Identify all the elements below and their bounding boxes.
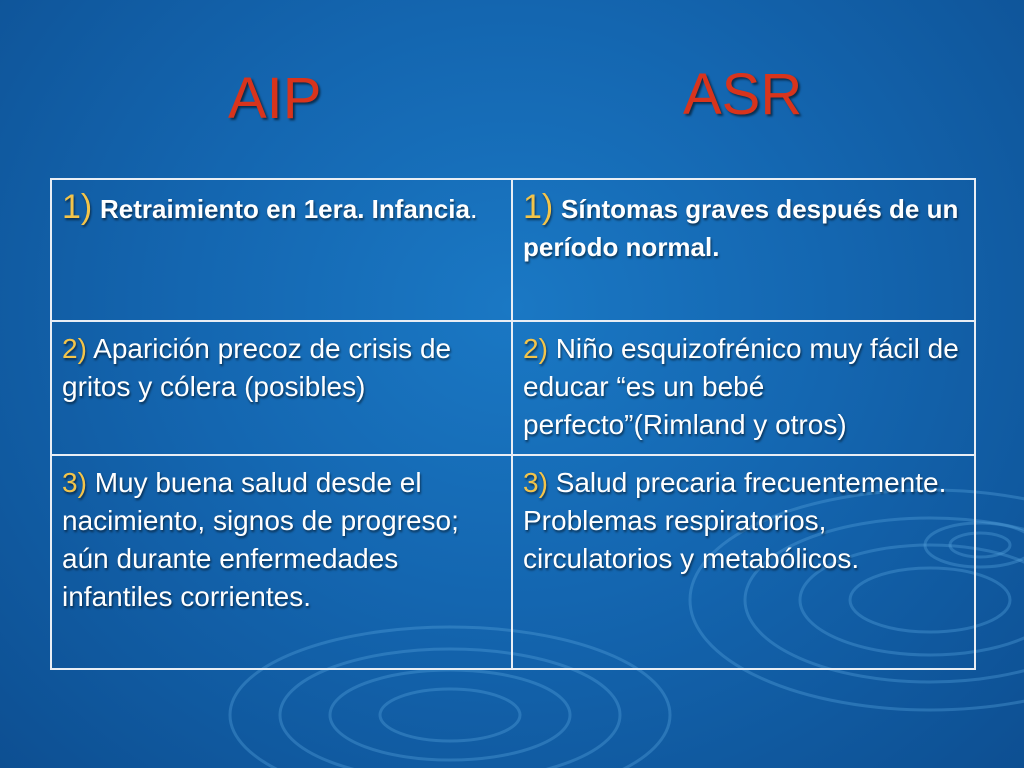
heading-aip: AIP (228, 66, 322, 131)
table-cell-aip (51, 179, 512, 321)
table-row (51, 321, 975, 455)
cell-text: Retraimiento en 1era. Infancia (100, 194, 470, 224)
cell-text: Aparición precoz de crisis de gritos y cólera (posibles) (62, 333, 452, 402)
cell-text: Muy buena salud desde el nacimiento, signos de progreso; aún durante enfermedades infantiles corrientes. (62, 467, 459, 612)
table-cell-aip (51, 321, 512, 455)
item-number: 2) (62, 333, 87, 364)
heading-asr: ASR (683, 62, 803, 127)
item-number: 3) (523, 467, 548, 498)
item-number: 1) (62, 188, 93, 226)
cell-text: Niño esquizofrénico muy fácil de educar “es un bebé perfecto”(Rimland y otros) (523, 333, 959, 440)
item-number: 1) (523, 188, 554, 226)
table-cell-asr (512, 179, 975, 321)
comparison-table (50, 178, 976, 670)
table-cell-asr (512, 455, 975, 669)
cell-text: Salud precaria frecuentemente. Problemas respiratorios, circulatorios y metabólicos. (523, 467, 947, 574)
cell-text-suffix: . (469, 193, 478, 224)
item-number: 3) (62, 467, 87, 498)
item-number: 2) (523, 333, 548, 364)
table-row (51, 455, 975, 669)
table-cell-asr (512, 321, 975, 455)
table-cell-aip (51, 455, 512, 669)
table-row (51, 179, 975, 321)
cell-text: Síntomas graves después de un período normal. (523, 194, 959, 262)
